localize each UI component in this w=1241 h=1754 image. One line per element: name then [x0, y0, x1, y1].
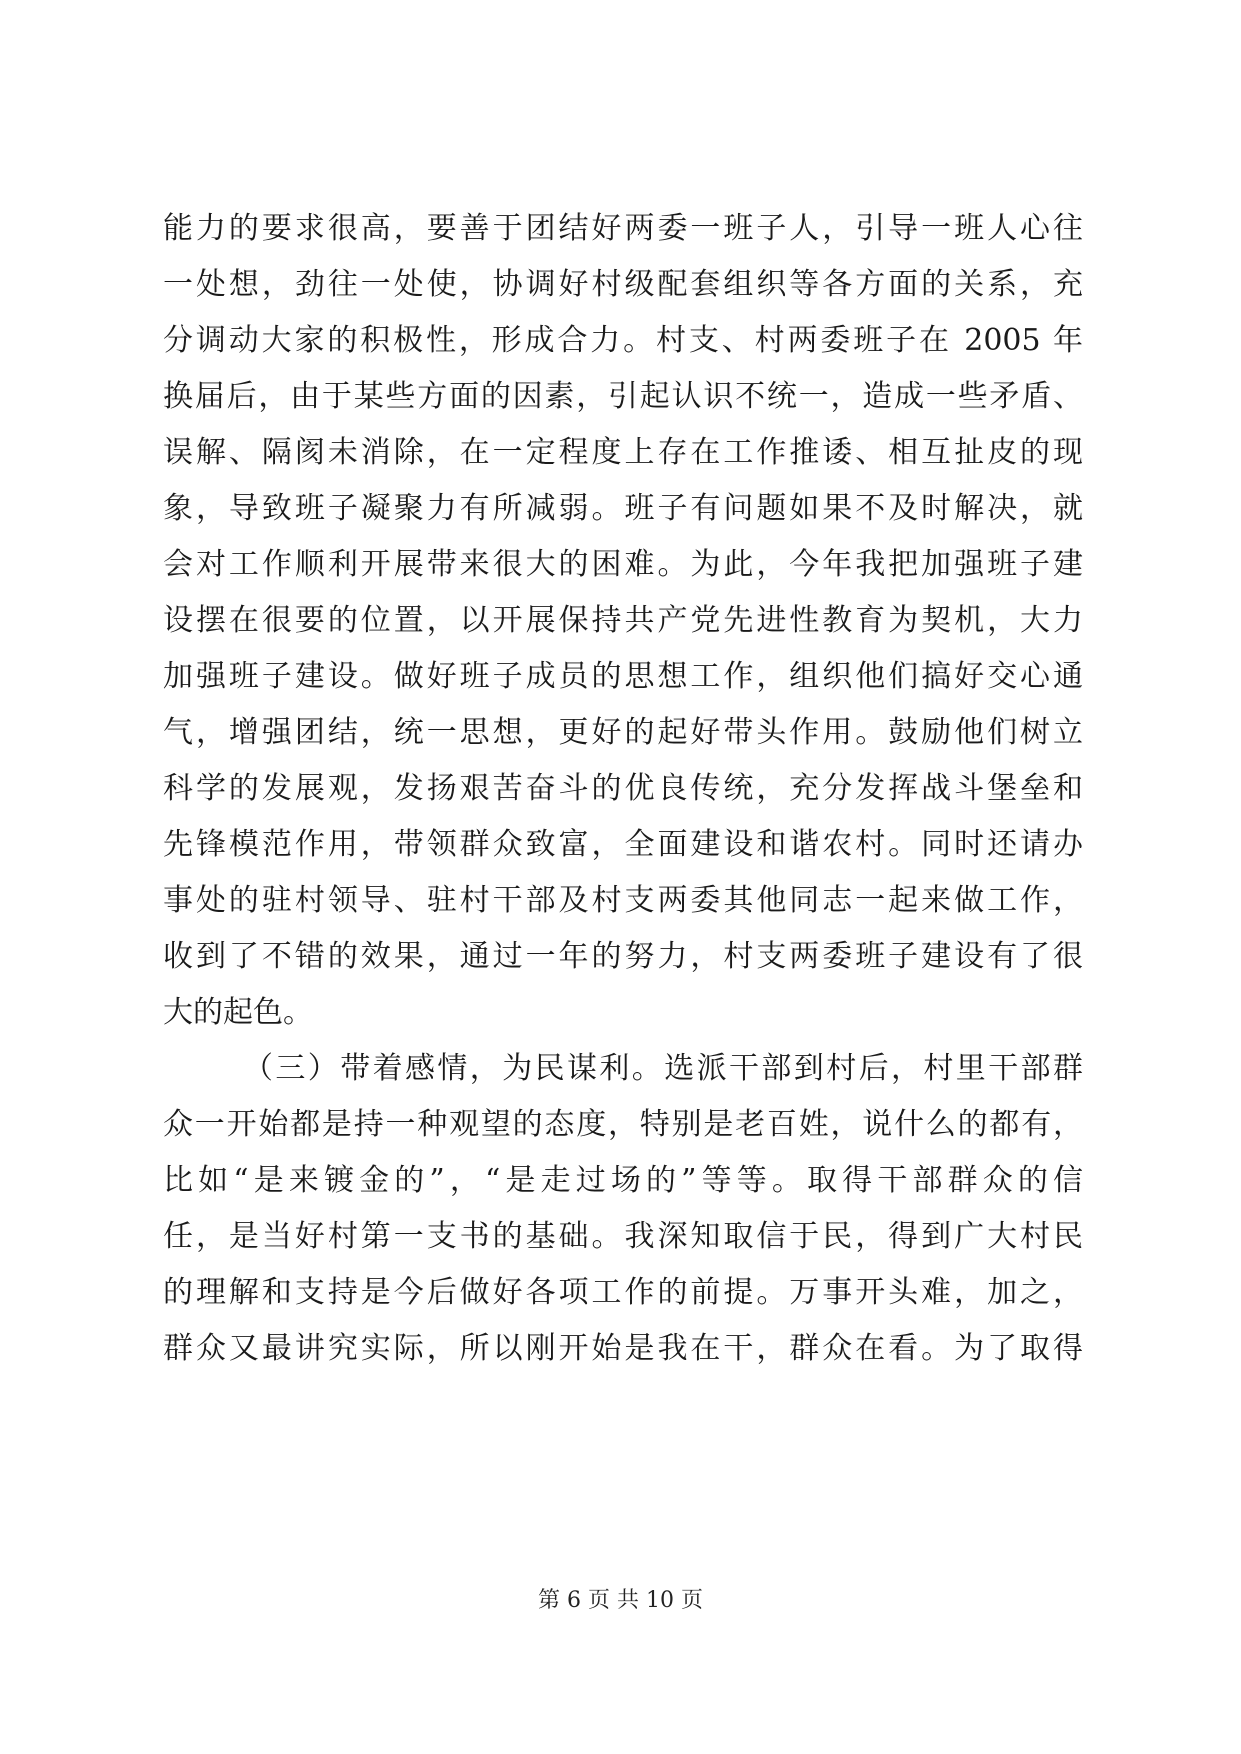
- text-line: （三）带着感情，为民谋利。选派干部到村后，村里干部群: [243, 1051, 1083, 1086]
- text-line: 误解、隔阂未消除，在一定程度上存在工作推诿、相互扯皮的现: [163, 435, 1083, 470]
- text-line: 大的起色。: [163, 995, 313, 1030]
- text-line: 众一开始都是持一种观望的态度，特别是老百姓，说什么的都有，: [163, 1107, 1083, 1142]
- text-line: 群众又最讲究实际，所以刚开始是我在干，群众在看。为了取得: [163, 1331, 1083, 1366]
- text-line: 气，增强团结，统一思想，更好的起好带头作用。鼓励他们树立: [163, 715, 1083, 750]
- text-line: 事处的驻村领导、驻村干部及村支两委其他同志一起来做工作，: [163, 883, 1083, 918]
- text-line: 科学的发展观，发扬艰苦奋斗的优良传统，充分发挥战斗堡垒和: [163, 771, 1083, 806]
- text-line: 会对工作顺利开展带来很大的困难。为此，今年我把加强班子建: [163, 547, 1083, 582]
- text-line: 象，导致班子凝聚力有所减弱。班子有问题如果不及时解决，就: [163, 491, 1083, 526]
- text-line: 加强班子建设。做好班子成员的思想工作，组织他们搞好交心通: [163, 659, 1083, 694]
- text-line: 先锋模范作用，带领群众致富，全面建设和谐农村。同时还请办: [163, 827, 1083, 862]
- text-line: 任，是当好村第一支书的基础。我深知取信于民，得到广大村民: [163, 1219, 1083, 1254]
- text-line: 设摆在很要的位置，以开展保持共产党先进性教育为契机，大力: [163, 603, 1083, 638]
- text-line: 比如“是来镀金的”，“是走过场的”等等。取得干部群众的信: [163, 1163, 1083, 1198]
- text-line: 换届后，由于某些方面的因素，引起认识不统一，造成一些矛盾、: [163, 379, 1083, 414]
- text-line: 能力的要求很高，要善于团结好两委一班子人，引导一班人心往: [163, 211, 1083, 246]
- text-line: 收到了不错的效果，通过一年的努力，村支两委班子建设有了很: [163, 939, 1083, 974]
- text-line: 分调动大家的积极性，形成合力。村支、村两委班子在 2005 年: [163, 323, 1083, 358]
- text-line: 的理解和支持是今后做好各项工作的前提。万事开头难，加之，: [163, 1275, 1083, 1310]
- text-line: 一处想，劲往一处使，协调好村级配套组织等各方面的关系，充: [163, 267, 1083, 302]
- page-footer: 第 6 页 共 10 页: [538, 1588, 703, 1613]
